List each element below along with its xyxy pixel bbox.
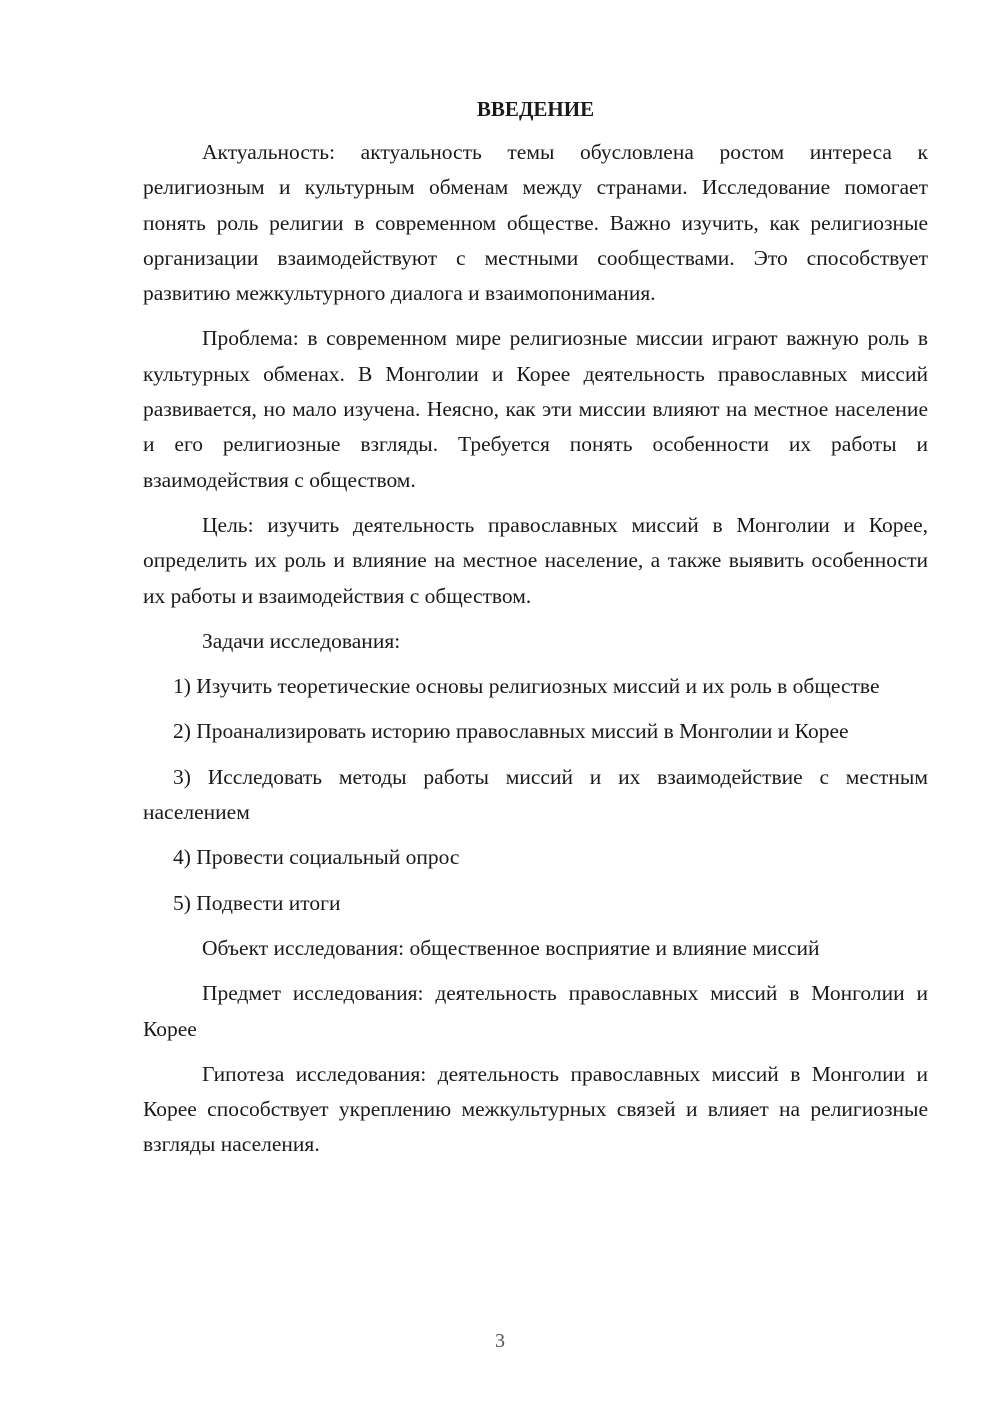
list-item: 1) Изучить теоретические основы религиозных миссий и их роль в обществе	[173, 674, 880, 699]
page-title: ВВЕДЕНИЕ	[476, 97, 595, 121]
list-item: 2) Проанализировать историю православных миссий в Монголии и Корее	[173, 719, 849, 744]
document-page	[143, 92, 928, 1173]
page-number: 3	[495, 1330, 505, 1352]
paragraph-object: Объект исследования: общественное восприятие и влияние миссий	[202, 935, 820, 960]
tasks-title: Задачи исследования:	[202, 628, 401, 653]
paragraph-goal: Цель: изучить деятельность православных миссий в Монголии и Корее, определить их роль и влияние на местное население, а также выявить особенности их работы и взаимодействия с обществом.	[143, 512, 928, 608]
paragraph-subject: Предмет исследования: деятельность православных миссий в Монголии и Корее	[143, 981, 928, 1041]
list-item: 5) Подвести итоги	[173, 890, 341, 915]
list-item: 3) Исследовать методы работы миссий и их взаимодействие с местным населением	[143, 764, 928, 825]
list-item: 4) Провести социальный опрос	[173, 845, 460, 870]
paragraph-relevance: Актуальность: актуальность темы обусловлена ростом интереса к религиозным и культурным обменам между странами. Исследование помогает понять роль религии в современном обществе. Важно изучить, как религиозные организации взаимодействуют с местными сообществами. Это способствует развитию межкультурного диалога и взаимопонимания.	[143, 140, 928, 306]
paragraph-problem: Проблема: в современном мире религиозные миссии играют важную роль в культурных обменах. В Монголии и Корее деятельность православных миссий развивается, но мало изучена. Неясно, как эти миссии влияют на местное население и его религиозные взгляды. Требуется понять особенности их работы и взаимодействия с обществом.	[143, 326, 928, 492]
paragraph-hypothesis: Гипотеза исследования: деятельность православных миссий в Монголии и Корее способствует укреплению межкультурных связей и влияет на религиозные взгляды населения.	[143, 1061, 928, 1157]
